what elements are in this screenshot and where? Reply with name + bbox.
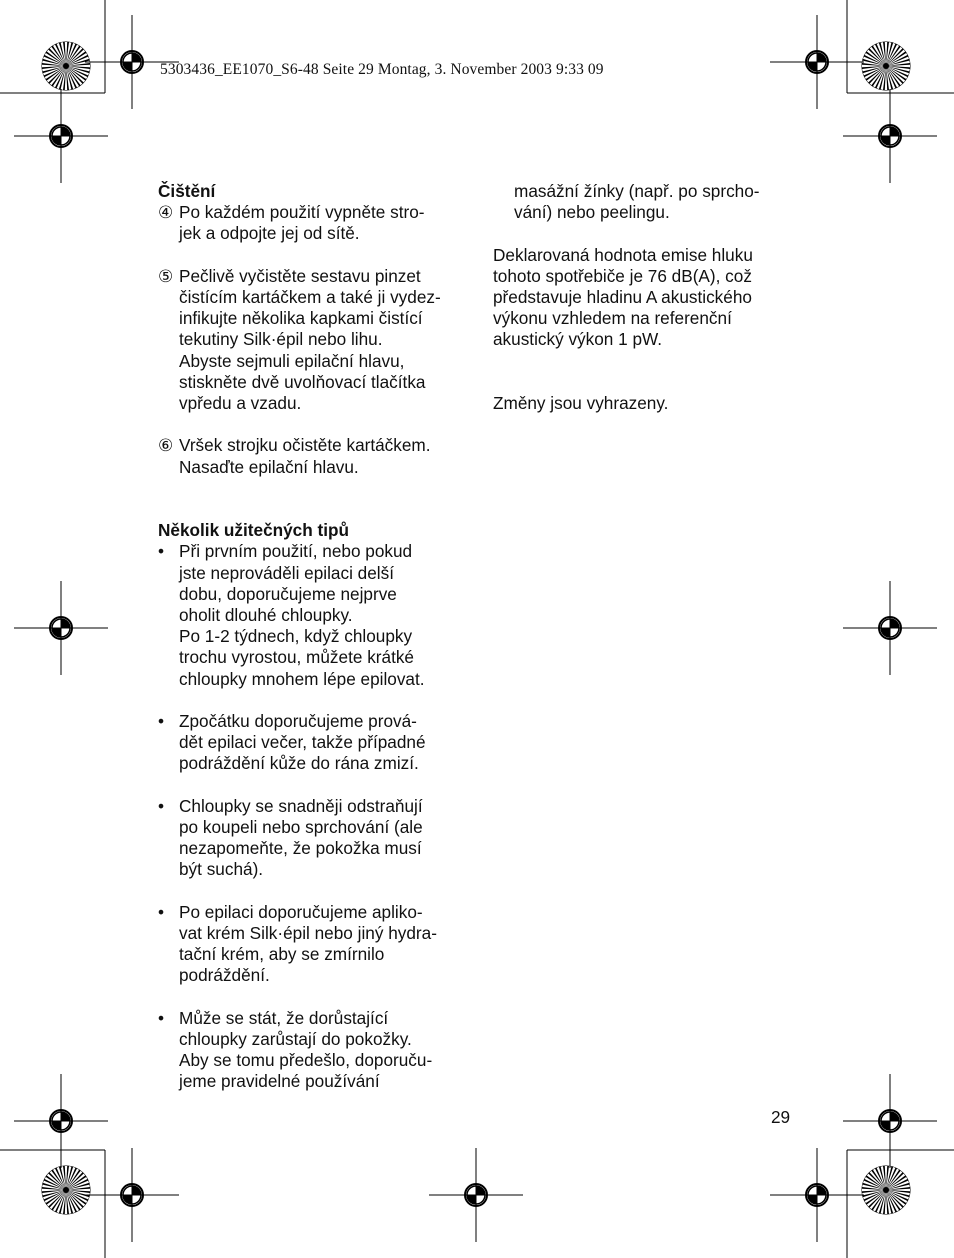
text-line: nezapomeňte, že pokožka musí [179,838,422,859]
starburst-mark-bottom-right [862,1166,911,1215]
tip-text [179,711,470,775]
bullet: • [158,541,165,562]
paragraph-gap [493,351,803,372]
starburst-mark-bottom-left [42,1166,91,1215]
step-text [179,202,470,244]
cleaning-step-6 [158,435,470,477]
tip-text [179,541,470,689]
text-line: Při prvním použití, nebo pokud [179,541,413,562]
starburst-mark-top-right [862,42,911,91]
text-line: Po každém použití vypněte stro- [179,202,425,223]
crosshair-mark [85,1148,179,1242]
cleaning-heading: Čištění [158,181,216,201]
bullet: • [158,711,165,731]
bullet: • [158,901,165,922]
text-line: podráždění kůže do rána zmizí. [179,753,419,774]
noise-declaration [493,245,803,351]
step-text [179,266,470,414]
paragraph-gap [158,987,470,1008]
tips-heading: Několik užitečných tipů [158,520,350,541]
tip-text [179,796,470,881]
changes-reserved-note: Změny jsou vyhrazeny. [493,392,669,413]
indent-spacer [493,181,514,223]
text-line: Chloupky se snadněji odstraňují [179,795,423,816]
text-line: akustický výkon 1 pW. [493,329,663,350]
crosshair-mark [14,89,108,183]
tip-text [179,902,470,987]
text-line: jeme pravidelné používání [179,1071,380,1092]
left-column [158,181,470,1093]
tip-text [179,1008,470,1093]
bullet: • [158,795,165,816]
text-line: Deklarovaná hodnota emise hluku [493,244,753,265]
text-line: vpředu a vzadu. [179,393,302,414]
text-line: Pečlivě vyčistěte sestavu pinzet [179,265,421,286]
text-line: tační krém, aby se zmírnilo [179,944,385,965]
text-line: tekutiny Silk·épil nebo lihu. [179,329,383,350]
text-line: Po epilaci doporučujeme apliko- [179,901,423,922]
text-line: chloupky mnohem lépe epilovat. [179,668,425,689]
starburst-mark-top-left [42,42,91,91]
text-line: Abyste sejmuli epilační hlavu, [179,350,405,371]
tip-item [158,796,470,881]
paragraph-gap [158,775,470,796]
tip-item [158,902,470,987]
text-line: čistícím kartáčkem a také ji vydez- [179,287,441,307]
crosshair-mark [429,1148,523,1242]
paragraph-gap [158,478,470,499]
right-column [493,181,803,414]
step-number-4: ④ [158,202,174,223]
text-line: představuje hladinu A akustického [493,287,752,307]
tip-text [514,181,803,223]
text-line: chloupky zarůstají do pokožky. [179,1029,412,1049]
crosshair-mark [14,1074,108,1168]
step-number-5: ⑤ [158,265,174,286]
text-line: Zpočátku doporučujeme prová- [179,711,417,731]
paragraph-gap [158,690,470,711]
text-line: vání) nebo peelingu. [514,202,670,223]
text-line: Může se stát, že dorůstající [179,1007,389,1028]
crosshair-mark [770,15,864,109]
step-text [179,435,470,477]
text-line: jek a odpojte jej od sítě. [179,223,360,244]
crosshair-mark [770,1148,864,1242]
text-line: trochu vyrostou, můžete krátké [179,647,414,668]
text-line: vat krém Silk·épil nebo jiný hydra- [179,923,437,943]
paragraph-gap [158,881,470,902]
text-line: Vršek strojku očistěte kartáčkem. [179,435,431,456]
text-line: být suchá). [179,859,264,880]
cleaning-step-4 [158,202,470,244]
paragraph-gap [493,223,803,244]
text-line: Aby se tomu předešlo, doporuču- [179,1050,433,1071]
crosshair-mark [843,1074,937,1168]
paragraph-gap [158,245,470,266]
text-line: Nasaďte epilační hlavu. [179,456,359,477]
tip-item [158,1008,470,1093]
print-header: 5303436_EE1070_S6-48 Seite 29 Montag, 3. November 2003 9:33 09 [160,61,604,78]
tip-item [158,711,470,775]
crosshair-mark [14,581,108,675]
bullet: • [158,1007,165,1028]
text-line: jste neprováděli epilaci delší [179,562,394,583]
text-line: tohoto spotřebiče je 76 dB(A), což [493,265,752,286]
paragraph-gap [158,414,470,435]
text-line: stiskněte dvě uvolňovací tlačítka [179,371,426,392]
text-line: infikujte několika kapkami čistící [179,308,423,329]
crosshair-mark [843,89,937,183]
page-number: 29 [771,1107,791,1127]
text-line: po koupeli nebo sprchování (ale [179,817,423,837]
crosshair-mark [843,581,937,675]
text-line: masážní žínky (např. po sprcho- [514,181,760,201]
text-line: dět epilaci večer, takže případné [179,732,426,753]
paragraph-gap [158,499,470,520]
text-line: podráždění. [179,965,270,986]
paragraph-gap [493,372,803,393]
text-line: dobu, doporučujeme nejprve [179,583,397,604]
cleaning-step-5 [158,266,470,414]
text-line: oholit dlouhé chloupky. [179,605,353,625]
text-line: Po 1-2 týdnech, když chloupky [179,626,413,647]
tip-continuation [493,181,803,223]
step-number-6: ⑥ [158,435,174,456]
text-line: výkonu vzhledem na referenční [493,308,732,329]
tip-item [158,541,470,689]
